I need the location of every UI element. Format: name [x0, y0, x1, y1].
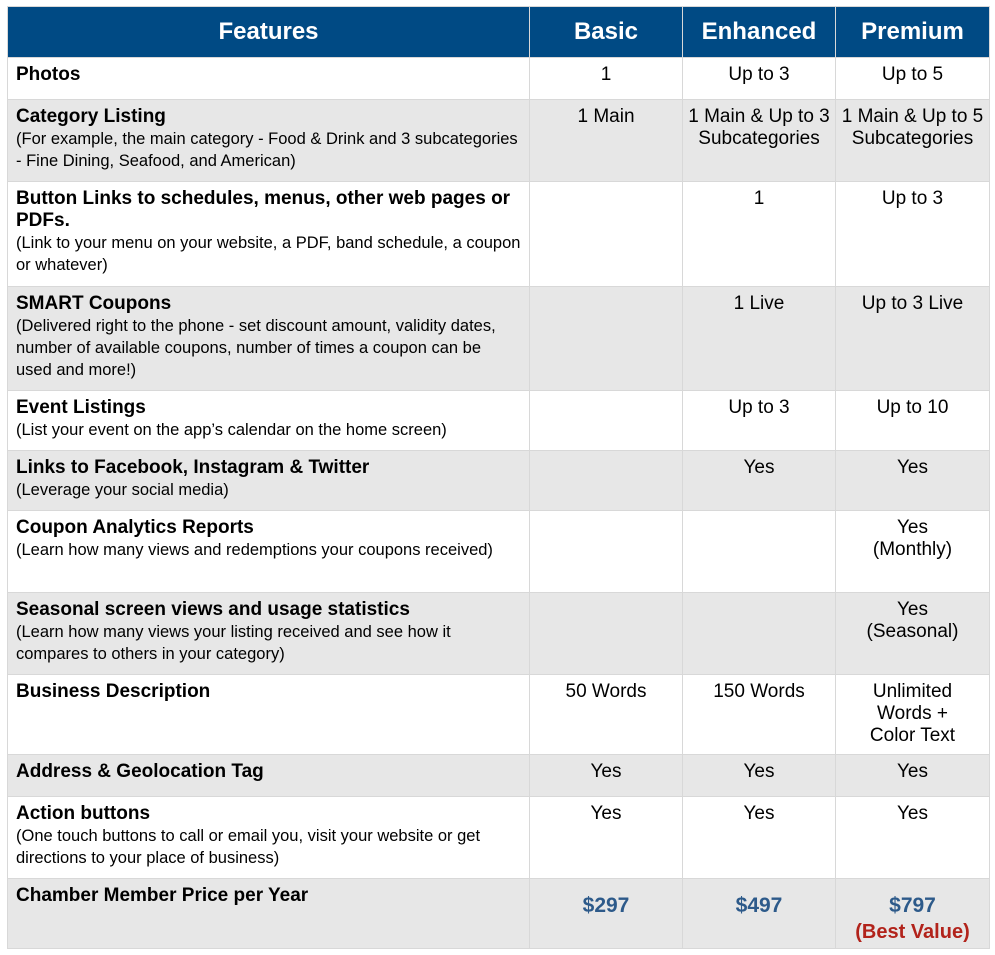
feature-cell	[8, 391, 530, 451]
basic-value: 50 Words	[530, 675, 683, 755]
pricing-table-container	[7, 6, 990, 949]
feature-description: (One touch buttons to call or email you, visit your website or get directions to your place of business)	[16, 827, 481, 867]
table-row	[8, 593, 990, 675]
feature-title: Photos	[16, 64, 81, 85]
enhanced-value: 1	[683, 182, 836, 287]
table-row	[8, 100, 990, 182]
basic-price-cell	[530, 879, 683, 949]
enhanced-price: $497	[735, 894, 783, 917]
feature-description: (Delivered right to the phone - set discount amount, validity dates, number of available coupons, number of times a coupon can be used and more!)	[16, 317, 496, 379]
header-basic: Basic	[530, 7, 683, 58]
enhanced-value: 1 Live	[683, 287, 836, 391]
basic-value: Yes	[530, 797, 683, 879]
enhanced-value: 150 Words	[683, 675, 836, 755]
enhanced-value: Yes	[683, 451, 836, 511]
enhanced-value: 1 Main & Up to 3 Subcategories	[683, 100, 836, 182]
premium-value: Yes (Seasonal)	[836, 593, 990, 675]
feature-cell	[8, 511, 530, 593]
feature-cell	[8, 593, 530, 675]
feature-title: Links to Facebook, Instagram & Twitter	[16, 457, 370, 478]
feature-title: Coupon Analytics Reports	[16, 517, 254, 538]
premium-value: Yes	[836, 755, 990, 797]
header-enhanced: Enhanced	[683, 7, 836, 58]
feature-cell	[8, 797, 530, 879]
header-row	[8, 7, 990, 58]
feature-cell	[8, 675, 530, 755]
feature-cell	[8, 100, 530, 182]
premium-price: $797	[889, 894, 936, 917]
feature-description: (Learn how many views your listing received and see how it compares to others in your category)	[16, 623, 451, 663]
pricing-table	[7, 6, 990, 949]
table-row	[8, 182, 990, 287]
premium-value: Unlimited Words + Color Text	[836, 675, 990, 755]
table-row	[8, 58, 990, 100]
feature-description: (Link to your menu on your website, a PDF, band schedule, a coupon or whatever)	[16, 234, 521, 274]
enhanced-value: Up to 3	[683, 58, 836, 100]
header-features: Features	[8, 7, 530, 58]
feature-title: Business Description	[16, 681, 211, 702]
feature-title: Action buttons	[16, 803, 151, 824]
basic-value	[530, 451, 683, 511]
basic-price: $297	[582, 894, 630, 917]
table-row	[8, 511, 990, 593]
table-row	[8, 287, 990, 391]
premium-value: Yes (Monthly)	[836, 511, 990, 593]
header-premium: Premium	[836, 7, 990, 58]
premium-value: Up to 5	[836, 58, 990, 100]
premium-value: Yes	[836, 451, 990, 511]
premium-value: 1 Main & Up to 5 Subcategories	[836, 100, 990, 182]
best-value-label: (Best Value)	[855, 921, 970, 943]
table-row	[8, 391, 990, 451]
basic-value: Yes	[530, 755, 683, 797]
feature-description: (Learn how many views and redemptions your coupons received)	[16, 541, 493, 559]
enhanced-value	[683, 511, 836, 593]
feature-title: Button Links to schedules, menus, other web pages or PDFs.	[16, 188, 511, 231]
premium-value: Up to 3 Live	[836, 287, 990, 391]
basic-value	[530, 511, 683, 593]
basic-value: 1	[530, 58, 683, 100]
feature-title: Event Listings	[16, 397, 146, 418]
feature-title: SMART Coupons	[16, 293, 172, 314]
enhanced-value	[683, 593, 836, 675]
feature-title: Address & Geolocation Tag	[16, 761, 264, 782]
basic-value	[530, 593, 683, 675]
feature-cell	[8, 182, 530, 287]
basic-value	[530, 182, 683, 287]
feature-cell	[8, 451, 530, 511]
premium-value: Yes	[836, 797, 990, 879]
basic-value	[530, 287, 683, 391]
table-row	[8, 797, 990, 879]
table-row	[8, 451, 990, 511]
premium-price-cell	[836, 879, 990, 949]
price-row	[8, 879, 990, 949]
premium-value: Up to 3	[836, 182, 990, 287]
enhanced-value: Yes	[683, 797, 836, 879]
feature-cell	[8, 755, 530, 797]
feature-title: Chamber Member Price per Year	[16, 885, 309, 906]
feature-description: (List your event on the app’s calendar on the home screen)	[16, 421, 447, 439]
feature-description: (For example, the main category - Food & Drink and 3 subcategories - Fine Dining, Seafood, and American)	[16, 130, 518, 170]
premium-value: Up to 10	[836, 391, 990, 451]
basic-value	[530, 391, 683, 451]
feature-cell	[8, 58, 530, 100]
enhanced-value: Up to 3	[683, 391, 836, 451]
table-row	[8, 675, 990, 755]
enhanced-value: Yes	[683, 755, 836, 797]
basic-value: 1 Main	[530, 100, 683, 182]
feature-title: Category Listing	[16, 106, 166, 127]
feature-cell	[8, 287, 530, 391]
feature-cell	[8, 879, 530, 949]
table-row	[8, 755, 990, 797]
feature-title: Seasonal screen views and usage statistics	[16, 599, 410, 620]
feature-description: (Leverage your social media)	[16, 481, 229, 499]
enhanced-price-cell	[683, 879, 836, 949]
